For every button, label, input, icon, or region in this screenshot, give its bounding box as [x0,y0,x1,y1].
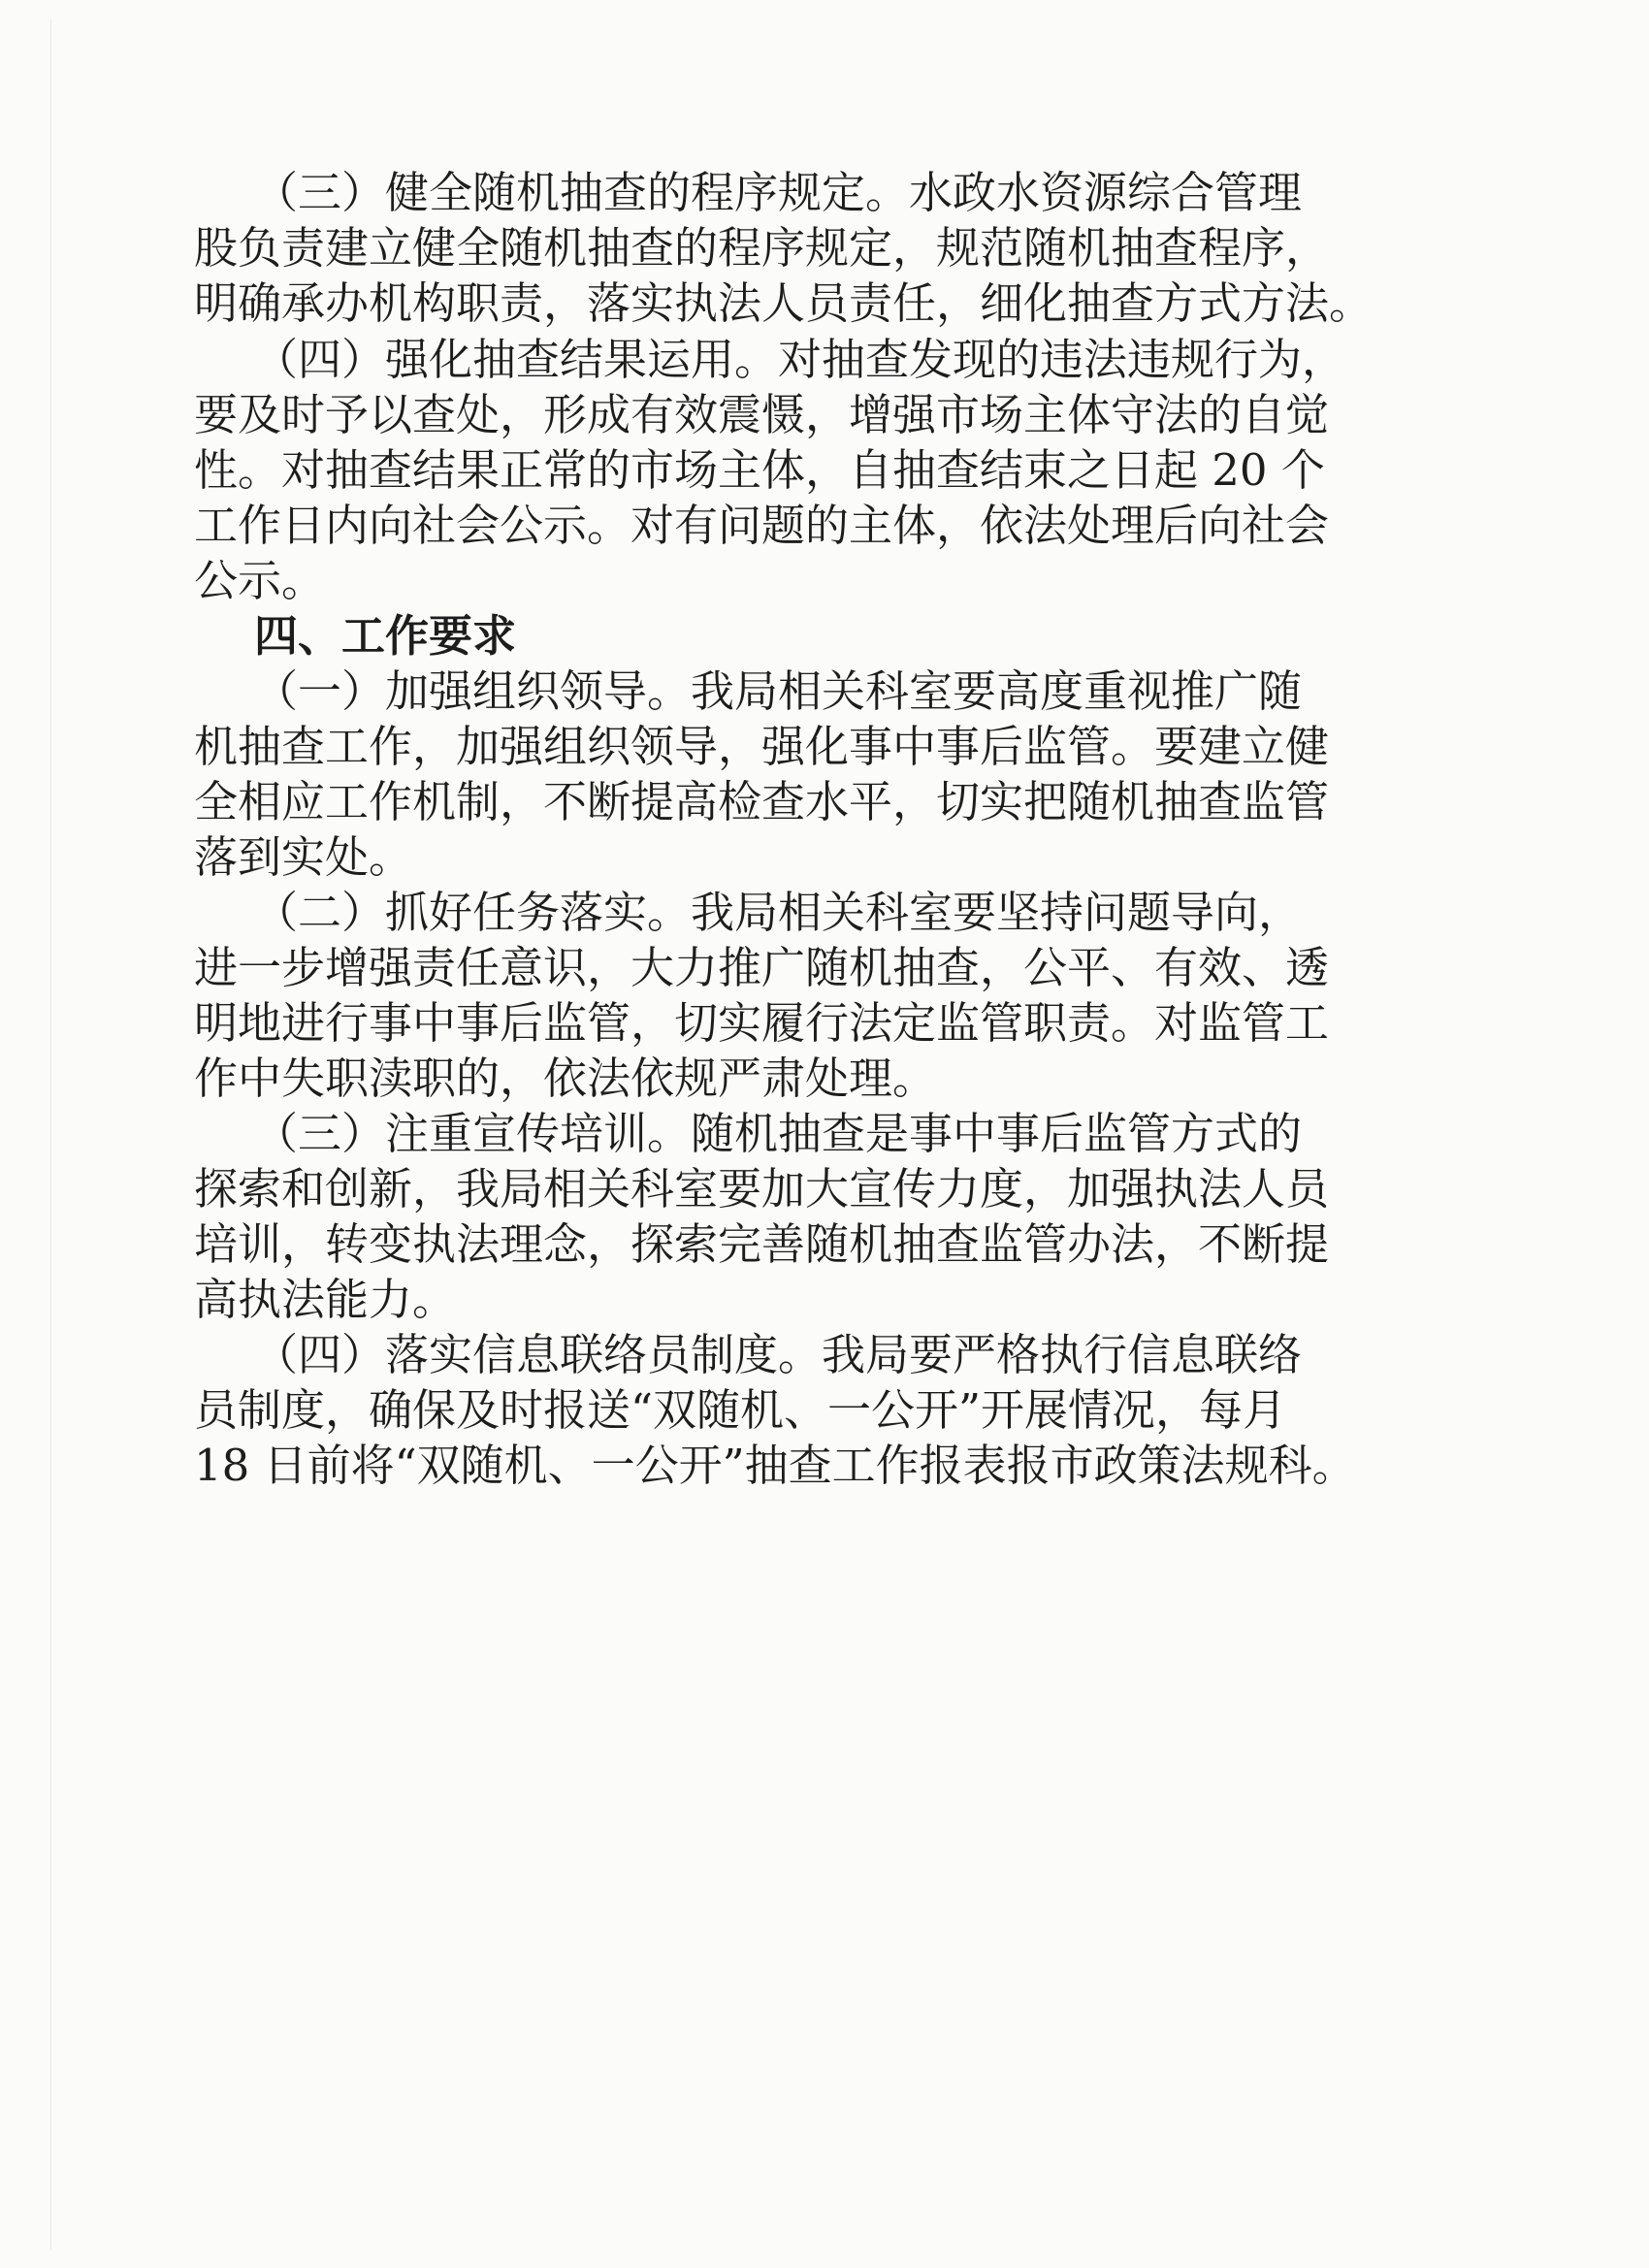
text-line-23: 员制度，确保及时报送“双随机、一公开”开展情况，每月 [194,1384,1287,1436]
text-line-16: 明地进行事中事后监管，切实履行法定监管职责。对监管工 [194,997,1330,1049]
text-line-11: 机抽查工作，加强组织领导，强化事中事后监管。要建立健 [194,721,1330,772]
text-line-5: 要及时予以查处，形成有效震慑，增强市场主体守法的自觉 [194,389,1330,440]
text-line-2: 股负责建立健全随机抽查的程序规定，规范随机抽查程序， [194,222,1330,274]
text-line-3: 明确承办机构职责，落实执法人员责任，细化抽查方式方法。 [194,277,1374,329]
text-line-24: 18 日前将“双随机、一公开”抽查工作报表报市政策法规科。 [194,1440,1356,1491]
text-line-17: 作中失职渎职的，依法依规严肃处理。 [194,1053,937,1104]
text-line-15: 进一步增强责任意识，大力推广随机抽查，公平、有效、透 [194,942,1330,993]
text-line-12: 全相应工作机制，不断提高检查水平，切实把随机抽查监管 [194,776,1330,827]
text-line-18: （三）注重宣传培训。随机抽查是事中事后监管方式的 [254,1108,1303,1159]
text-line-1: （三）健全随机抽查的程序规定。水政水资源综合管理 [254,167,1303,218]
section-heading: 四、工作要求 [254,610,517,662]
text-line-13: 落到实处。 [194,831,413,883]
text-line-14: （二）抓好任务落实。我局相关科室要坚持问题导向， [254,887,1303,938]
text-line-8: 公示。 [194,555,326,606]
text-line-6: 性。对抽查结果正常的市场主体，自抽查结束之日起 20 个 [194,444,1325,496]
text-line-10: （一）加强组织领导。我局相关科室要高度重视推广随 [254,665,1303,717]
text-line-20: 培训，转变执法理念，探索完善随机抽查监管办法，不断提 [194,1218,1330,1270]
text-line-21: 高执法能力。 [194,1274,457,1325]
text-line-19: 探索和创新，我局相关科室要加大宣传力度，加强执法人员 [194,1163,1330,1215]
text-line-4: （四）强化抽查结果运用。对抽查发现的违法违规行为， [254,334,1346,385]
text-line-22: （四）落实信息联络员制度。我局要严格执行信息联络 [254,1329,1303,1380]
text-line-7: 工作日内向社会公示。对有问题的主体，依法处理后向社会 [194,500,1330,551]
